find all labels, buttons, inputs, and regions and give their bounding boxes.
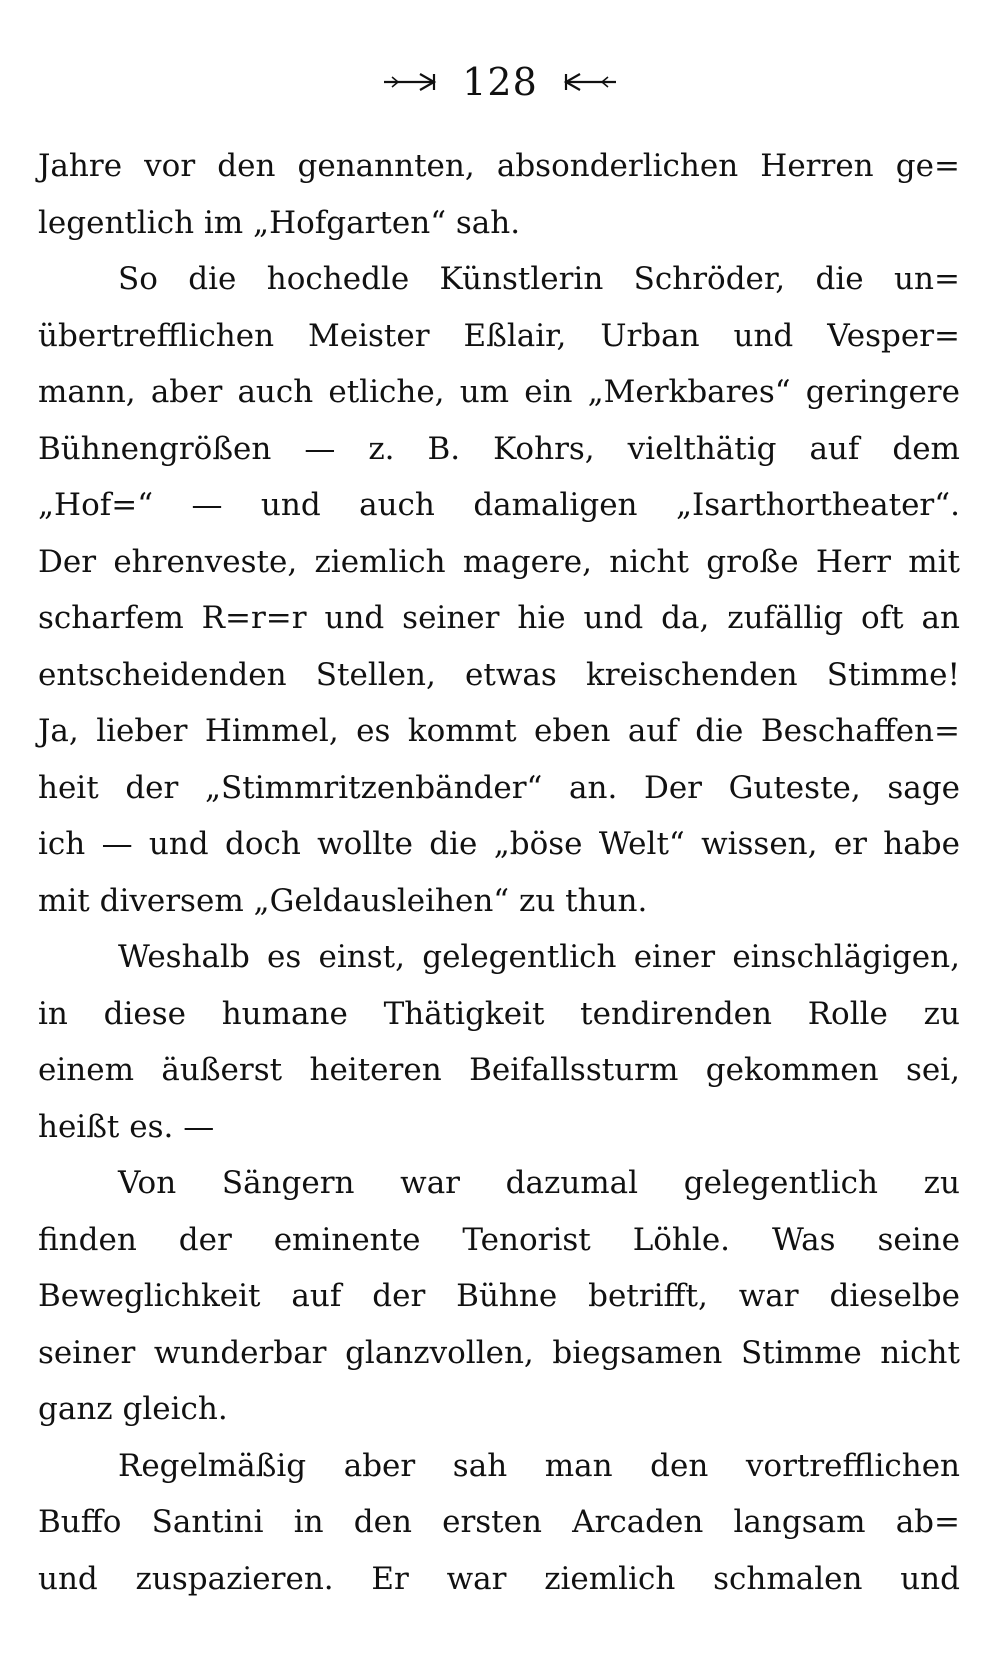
- text-line: So die hochedle Künstlerin Schröder, die un=: [118, 261, 960, 297]
- body-text: [38, 138, 960, 1607]
- text-line: ich — und doch wollte die „böse Welt“ wissen, er habe: [38, 826, 960, 862]
- text-line: Von Sängern war dazumal gelegentlich zu: [118, 1165, 960, 1201]
- text-line: „Hof=“ — und auch damaligen „Isarthortheater“.: [38, 487, 960, 523]
- text-line: heit der „Stimmritzenbänder“ an. Der Guteste, sage: [38, 769, 960, 806]
- text-line: Jahre vor den genannten, absonderlichen Herren ge=: [38, 148, 960, 184]
- page-number: 128: [462, 60, 538, 104]
- text-line: legentlich im „Hofgarten“ sah.: [38, 204, 521, 241]
- page-header: [0, 52, 1000, 112]
- text-line: ganz gleich.: [38, 1391, 228, 1427]
- text-line: heißt es. —: [38, 1108, 215, 1145]
- text-line: mit diversem „Geldausleihen“ zu thun.: [38, 882, 648, 919]
- text-line: Der ehrenveste, ziemlich magere, nicht große Herr mit: [38, 543, 960, 580]
- text-line: übertrefflichen Meister Eßlair, Urban und Vesper=: [38, 317, 960, 354]
- text-line: Weshalb es einst, gelegentlich einer einschlägigen,: [118, 939, 960, 975]
- text-line: mann, aber auch etliche, um ein „Merkbares“ geringere: [38, 374, 960, 410]
- text-line: in diese humane Thätigkeit tendirenden Rolle zu: [38, 995, 960, 1032]
- text-line: Bühnengrößen — z. B. Kohrs, vielthätig auf dem: [38, 430, 960, 467]
- text-line: entscheidenden Stellen, etwas kreischenden Stimme!: [38, 656, 960, 693]
- text-line: Beweglichkeit auf der Bühne betrifft, war dieselbe: [38, 1278, 960, 1314]
- text-line: Regelmäßig aber sah man den vortrefflichen: [118, 1447, 960, 1484]
- text-line: scharfem R=r=r und seiner hie und da, zufällig oft an: [38, 600, 960, 636]
- arrow-left-ornament-icon: [560, 69, 618, 95]
- text-line: finden der eminente Tenorist Löhle. Was seine: [38, 1221, 960, 1258]
- text-line: einem äußerst heiteren Beifallssturm gekommen sei,: [38, 1052, 960, 1088]
- text-line: seiner wunderbar glanzvollen, biegsamen Stimme nicht: [38, 1334, 960, 1371]
- text-line: Buffo Santini in den ersten Arcaden langsam ab=: [38, 1504, 960, 1540]
- text-line: und zuspazieren. Er war ziemlich schmalen und: [38, 1560, 960, 1597]
- text-line: Ja, lieber Himmel, es kommt eben auf die Beschaffen=: [38, 713, 960, 749]
- arrow-right-ornament-icon: [382, 69, 440, 95]
